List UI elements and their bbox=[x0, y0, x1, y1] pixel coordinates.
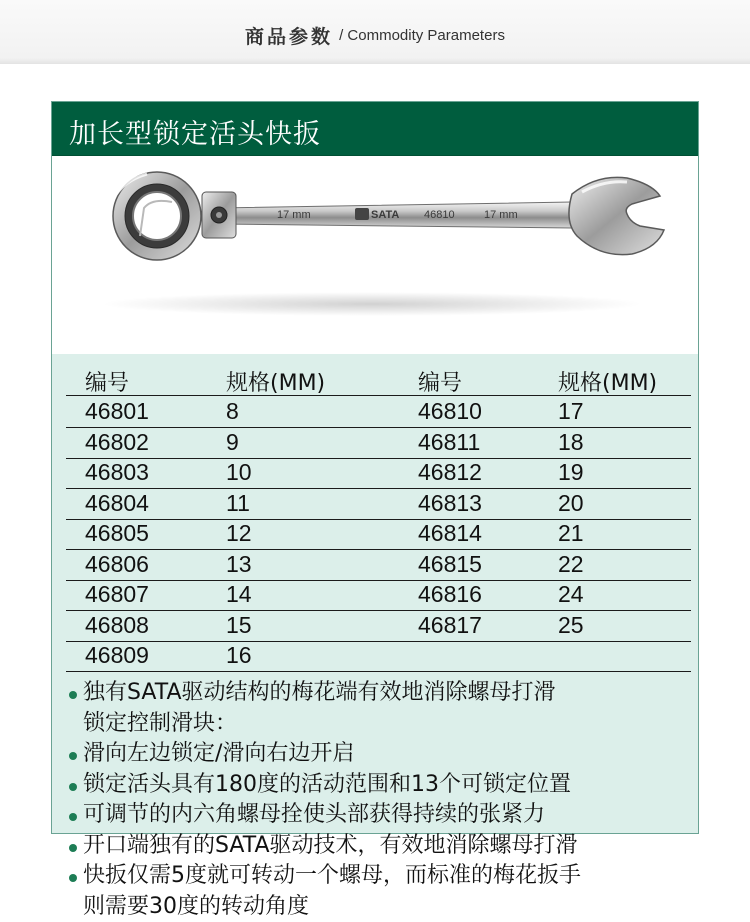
feature-text: 快扳仅需5度就可转动一个螺母，而标准的梅花扳手 则需要30度的转动角度 bbox=[83, 863, 581, 919]
size-cell: 14 bbox=[226, 581, 252, 607]
engraving-brand: SATA bbox=[371, 209, 400, 221]
section-title bbox=[0, 22, 750, 49]
engraving-size-right: 17 mm bbox=[484, 209, 518, 221]
header-shadow bbox=[0, 58, 750, 64]
feature-list bbox=[68, 678, 693, 922]
table-row bbox=[66, 550, 691, 581]
model-cell: 46809 bbox=[85, 642, 149, 668]
header-model-2: 编号 bbox=[418, 371, 463, 396]
feature-text: 开口端独有的SATA驱动技术，有效地消除螺母打滑 bbox=[83, 832, 578, 858]
model-cell: 46801 bbox=[85, 398, 149, 424]
section-header-bar bbox=[0, 0, 750, 64]
feature-text: 可调节的内六角螺母拴使头部获得持续的张紧力 bbox=[83, 802, 546, 827]
feature-item bbox=[68, 861, 693, 922]
size-cell: 18 bbox=[558, 429, 584, 455]
feature-item bbox=[68, 831, 693, 862]
engraving-size-left: 17 mm bbox=[277, 209, 311, 221]
model-cell: 46817 bbox=[418, 612, 482, 638]
wrench-shaft bbox=[217, 202, 592, 228]
size-cell: 13 bbox=[226, 551, 252, 577]
wrench-shadow bbox=[102, 292, 642, 316]
header-model-1: 编号 bbox=[85, 371, 130, 396]
size-cell: 22 bbox=[558, 551, 584, 577]
table-row bbox=[66, 580, 691, 611]
size-cell: 15 bbox=[226, 612, 252, 638]
model-cell: 46816 bbox=[418, 581, 482, 607]
size-cell: 9 bbox=[226, 429, 239, 455]
section-title-en: / Commodity Parameters bbox=[339, 27, 505, 44]
size-cell: 24 bbox=[558, 581, 584, 607]
size-cell: 20 bbox=[558, 490, 584, 516]
bullet-dot-icon bbox=[69, 844, 77, 852]
model-cell: 46810 bbox=[418, 398, 482, 424]
table-row bbox=[66, 397, 691, 428]
bullet-dot-icon bbox=[69, 752, 77, 760]
model-cell: 46802 bbox=[85, 429, 149, 455]
header-size-2: 规格(MM) bbox=[558, 371, 658, 396]
bullet-dot-icon bbox=[69, 783, 77, 791]
size-cell: 21 bbox=[558, 520, 584, 546]
size-cell: 10 bbox=[226, 459, 252, 485]
bullet-dot-icon bbox=[69, 691, 77, 699]
feature-text: 独有SATA驱动结构的梅花端有效地消除螺母打滑 锁定控制滑块： bbox=[83, 680, 556, 736]
wrench-illustration bbox=[52, 156, 698, 354]
size-cell: 19 bbox=[558, 459, 584, 485]
model-cell: 46813 bbox=[418, 490, 482, 516]
bullet-dot-icon bbox=[69, 813, 77, 821]
pivot-center bbox=[216, 212, 222, 218]
bullet-dot-icon bbox=[69, 874, 77, 882]
model-cell: 46805 bbox=[85, 520, 149, 546]
open-end-head bbox=[569, 177, 664, 254]
brand-logo-icon bbox=[355, 208, 369, 220]
size-cell: 12 bbox=[226, 520, 252, 546]
product-image bbox=[52, 156, 698, 354]
table-row bbox=[66, 519, 691, 550]
size-cell: 11 bbox=[226, 490, 250, 516]
table-header-row bbox=[66, 365, 691, 396]
size-cell: 16 bbox=[226, 642, 252, 668]
table-row bbox=[66, 489, 691, 520]
feature-item bbox=[68, 739, 693, 770]
size-cell: 25 bbox=[558, 612, 584, 638]
model-cell: 46806 bbox=[85, 551, 149, 577]
table-row bbox=[66, 428, 691, 459]
section-title-cn: 商品参数 bbox=[245, 26, 334, 48]
feature-text: 锁定活头具有180度的活动范围和13个可锁定位置 bbox=[83, 771, 571, 797]
model-cell: 46804 bbox=[85, 490, 149, 516]
header-size-1: 规格(MM) bbox=[226, 371, 326, 396]
model-cell: 46803 bbox=[85, 459, 149, 485]
product-title: 加长型锁定活头快扳 bbox=[69, 119, 321, 150]
feature-item bbox=[68, 770, 693, 801]
model-cell: 46814 bbox=[418, 520, 482, 546]
model-cell: 46811 bbox=[418, 429, 481, 455]
engraving-model: 46810 bbox=[424, 209, 455, 221]
feature-item bbox=[68, 678, 693, 739]
table-row bbox=[66, 458, 691, 489]
feature-text: 滑向左边锁定/滑向右边开启 bbox=[83, 741, 355, 766]
table-row bbox=[66, 611, 691, 642]
product-title-bar bbox=[52, 102, 698, 156]
product-card bbox=[51, 101, 699, 919]
table-row bbox=[66, 641, 691, 672]
size-cell: 17 bbox=[558, 398, 584, 424]
model-cell: 46808 bbox=[85, 612, 149, 638]
size-cell: 8 bbox=[226, 398, 239, 424]
model-cell: 46812 bbox=[418, 459, 482, 485]
model-cell: 46815 bbox=[418, 551, 482, 577]
feature-item bbox=[68, 800, 693, 831]
model-cell: 46807 bbox=[85, 581, 149, 607]
